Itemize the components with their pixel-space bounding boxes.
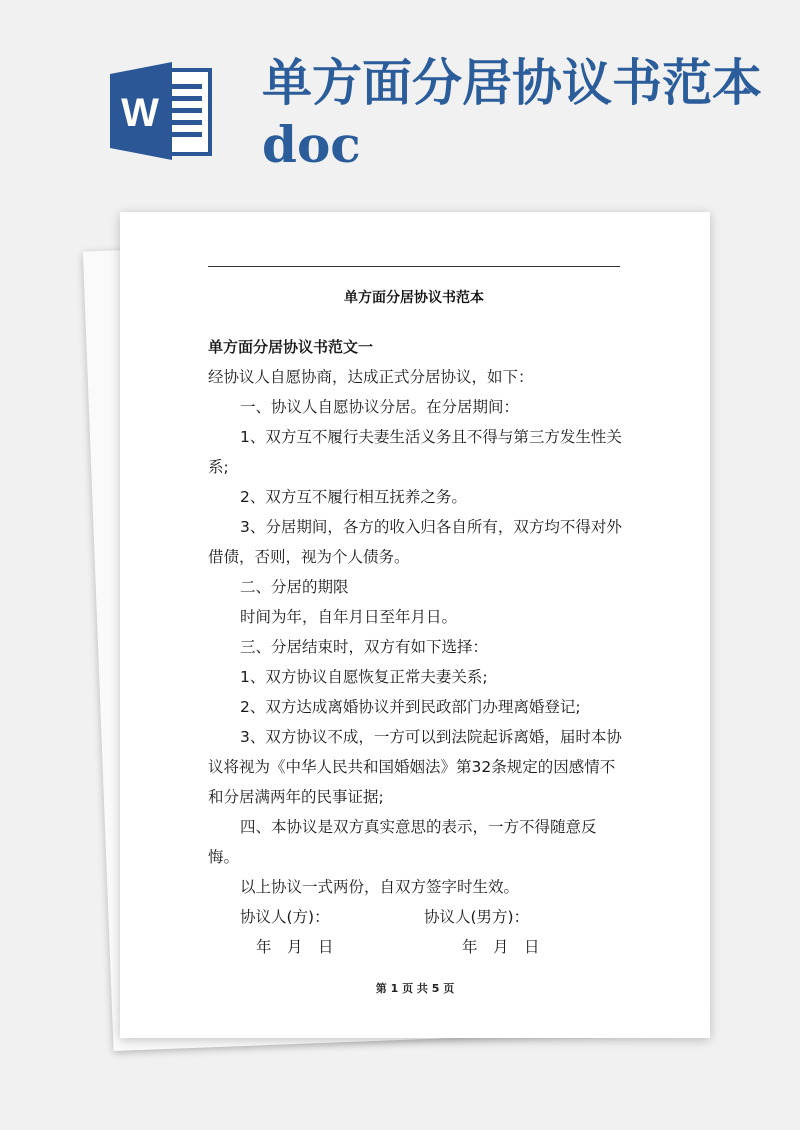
paragraph: 1、双方互不履行夫妻生活义务且不得与第三方发生性关系; — [208, 428, 622, 476]
section-title: 单方面分居协议书范文一 — [208, 338, 374, 356]
svg-text:W: W — [121, 91, 159, 135]
signature-date-b: 年 月 日 — [462, 938, 540, 956]
paragraph: 1、双方协议自愿恢复正常夫妻关系; — [240, 668, 488, 686]
paragraph: 二、分居的期限 — [240, 578, 349, 596]
document-body — [208, 332, 623, 962]
header-rule — [208, 266, 620, 267]
document-page — [120, 212, 710, 1038]
paragraph: 以上协议一式两份，自双方签字时生效。 — [240, 878, 520, 896]
page-footer: 第 1 页 共 5 页 — [375, 982, 455, 995]
signature-date-a: 年 月 日 — [256, 938, 334, 956]
paragraph: 2、双方互不履行相互抚养之务。 — [240, 488, 467, 506]
document-title: 单方面分居协议书范本doc — [262, 53, 762, 174]
page-heading: 单方面分居协议书范本 — [344, 290, 484, 306]
paragraph: 3、分居期间，各方的收入归各自所有，双方均不得对外借债，否则，视为个人债务。 — [208, 518, 622, 566]
signature-party-a: 协议人(方)： — [240, 908, 330, 926]
paragraph: 2、双方达成离婚协议并到民政部门办理离婚登记; — [240, 698, 581, 716]
paragraph: 时间为年，自年月日至年月日。 — [240, 608, 458, 626]
signature-row — [208, 902, 623, 932]
word-document-icon — [110, 62, 214, 160]
header-banner — [0, 0, 800, 200]
paragraph: 经协议人自愿协商，达成正式分居协议，如下： — [208, 368, 534, 386]
paragraph: 3、双方协议不成，一方可以到法院起诉离婚，届时本协议将视为《中华人民共和国婚姻法》第32条规定的因感情不和分居满两年的民事证据; — [208, 728, 622, 806]
paragraph: 一、协议人自愿协议分居。在分居期间： — [240, 398, 520, 416]
paragraph: 三、分居结束时，双方有如下选择： — [240, 638, 489, 656]
paragraph: 四、本协议是双方真实意思的表示，一方不得随意反悔。 — [208, 818, 597, 866]
date-row — [208, 932, 623, 962]
signature-party-b: 协议人(男方)： — [424, 908, 530, 926]
